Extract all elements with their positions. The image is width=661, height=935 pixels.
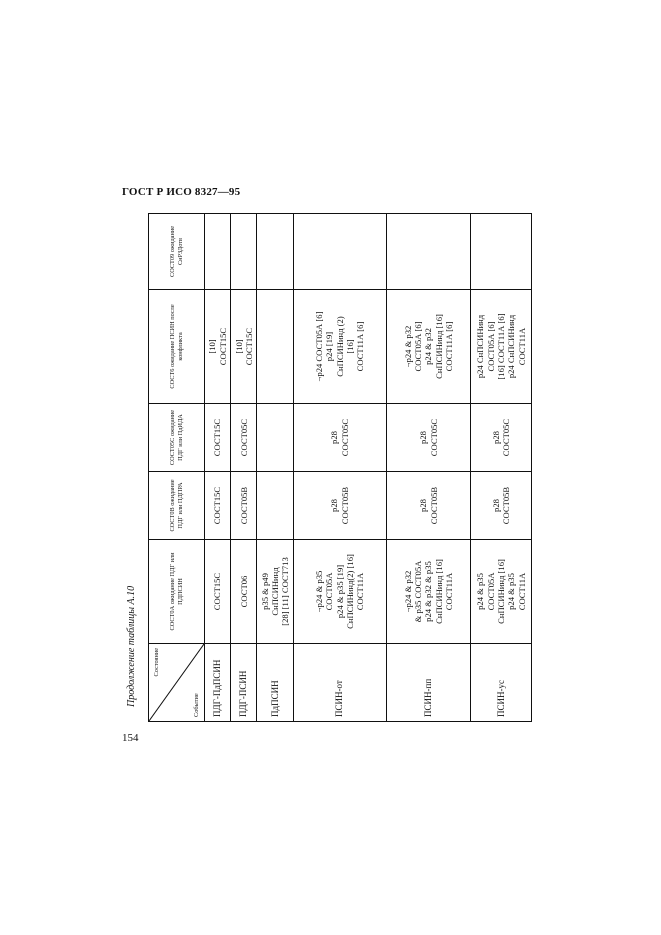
cell-line: ¬p24 СОСТ05А [6] [313, 311, 324, 382]
cell-line: СОСТ05А [6] [413, 321, 424, 372]
table-cell [471, 472, 532, 540]
row-event-label: ПСИН-ус [471, 644, 532, 722]
cell-line: СОСТ05В [501, 486, 512, 525]
cell-line: СОСТ11А [6] [443, 321, 454, 372]
table-body [205, 214, 532, 722]
table-cell [205, 404, 231, 472]
cell-line: p24 & p32 & p35 [423, 561, 434, 622]
cell-line: p24 [19] [324, 331, 335, 362]
table-cell [471, 290, 532, 404]
cell-line: p35 & p49 [259, 573, 270, 610]
cell-line: СнПСИНинд [16] [496, 559, 507, 624]
table-cell [257, 540, 293, 644]
table-cell [257, 472, 293, 540]
cell-line: p28 [490, 499, 501, 512]
cell-line: СОСТ15С [212, 486, 223, 525]
table-row [471, 214, 532, 722]
event-label: Событие [192, 693, 200, 717]
row-event-label: ПДГ-ПСИН [231, 644, 257, 722]
cell-line: [10] [233, 339, 244, 354]
table-row [231, 214, 257, 722]
cell-line: СОСТ05С [428, 418, 439, 457]
table-cell [386, 404, 471, 472]
page-number: 154 [122, 732, 139, 744]
table-row [386, 214, 471, 722]
table-cell [293, 540, 386, 644]
row-event-label: ПдПСИН [257, 644, 293, 722]
cell-line: p24 & p35 [19] [334, 564, 345, 619]
table-cell [386, 290, 471, 404]
table-cell [471, 540, 532, 644]
table-cell [293, 290, 386, 404]
cell-line: СОСТ05А [485, 572, 496, 611]
table-row [257, 214, 293, 722]
cell-line: [10] [207, 339, 218, 354]
transition-table [148, 213, 532, 722]
cell-line: СнПСИНинд(2) [16] [344, 554, 355, 629]
rotated-table-container [148, 214, 532, 722]
header-row [149, 214, 205, 722]
cell-line: СОСТ15С [212, 572, 223, 611]
cell-line: СОСТ05А [324, 572, 335, 611]
cell-line: СнПСИНинд (2) [334, 316, 345, 377]
cell-line: p24 СнПСИНинд [475, 314, 486, 379]
cell-line: СОСТ05С [339, 418, 350, 457]
table-cell [293, 404, 386, 472]
table-cell [205, 540, 231, 644]
row-event-label: ПСИН-от [293, 644, 386, 722]
table-cell [231, 214, 257, 290]
column-header: СОСТ05С ожидание ПДГ или ПдИДА [149, 404, 205, 472]
cell-line: & p35 СОСТ05А [413, 560, 424, 623]
table-cell [231, 404, 257, 472]
cell-line: СОСТ15С [243, 327, 254, 366]
table-cell [205, 472, 231, 540]
table-cell [386, 214, 471, 290]
table-cell [471, 214, 532, 290]
table-cell [205, 214, 231, 290]
cell-line: [16] [344, 339, 355, 354]
cell-line: ¬p24 & p32 [402, 570, 413, 613]
table-row [293, 214, 386, 722]
table-cell [257, 404, 293, 472]
cell-line: СОСТ11А [355, 572, 366, 611]
cell-line: p24 & p32 [423, 328, 434, 365]
cell-line: СнПСИНинд [16] [433, 559, 444, 624]
cell-line: p24 & p35 [475, 573, 486, 610]
table-row [205, 214, 231, 722]
cell-line: СОСТ05В [428, 486, 439, 525]
table-cell [205, 290, 231, 404]
table-cell [231, 290, 257, 404]
cell-line: [28] [11] СОСТ713 [280, 557, 291, 626]
cell-line: p28 [329, 431, 340, 444]
cell-line: СОСТ11А [443, 572, 454, 611]
cell-line: СОСТ05С [238, 418, 249, 457]
cell-line: СОСТ06 [238, 575, 249, 608]
table-cell [471, 404, 532, 472]
cell-line: p28 [418, 431, 429, 444]
table-cell [293, 214, 386, 290]
cell-line: СОСТ05В [238, 486, 249, 525]
cell-line: СнПСИНинд [269, 567, 280, 616]
cell-line: СОСТ11А [516, 572, 527, 611]
table-cell [231, 540, 257, 644]
table-cell [257, 290, 293, 404]
cell-line: p28 [490, 431, 501, 444]
column-header: СОСТ09 ожидание СнРЗДотв [149, 214, 205, 290]
table-cell [231, 472, 257, 540]
cell-line: СОСТ05А [6] [485, 321, 496, 372]
cell-line: p24 СнПСИНинд [506, 314, 517, 379]
cell-line: ¬p24 & p35 [313, 570, 324, 613]
cell-line: СОСТ15С [212, 418, 223, 457]
cell-line: СОСТ05С [501, 418, 512, 457]
table-cell [386, 540, 471, 644]
cell-line: СОСТ05В [339, 486, 350, 525]
row-event-label: ПДГ-ПдПСИН [205, 644, 231, 722]
row-event-label: ПСИН-пп [386, 644, 471, 722]
column-header: СОСТ6 ожидание ПСИН после конфликта [149, 290, 205, 404]
column-header: СОСТ0В ожидание ПДГ или ПДПРА [149, 472, 205, 540]
cell-line: p28 [329, 499, 340, 512]
table-cell [257, 214, 293, 290]
cell-line: СОСТ11А [6] [355, 321, 366, 372]
cell-line: СОСТ11А [516, 327, 527, 366]
cell-line: p28 [418, 499, 429, 512]
corner-cell [149, 644, 205, 722]
table-cell [293, 472, 386, 540]
cell-line: p24 & p35 [506, 573, 517, 610]
cell-line: [16] СОСТ11А [6] [496, 313, 507, 380]
table-cell [386, 472, 471, 540]
document-header: ГОСТ Р ИСО 8327—95 [122, 186, 241, 198]
state-label: Состояние [153, 648, 160, 677]
cell-line: ¬p24 & p32 [402, 325, 413, 368]
column-header: СОСТ0А ожидание ПДГ или ПДПСИН [149, 540, 205, 644]
cell-line: СОСТ15С [217, 327, 228, 366]
cell-line: СнПСИНинд [16] [433, 314, 444, 379]
